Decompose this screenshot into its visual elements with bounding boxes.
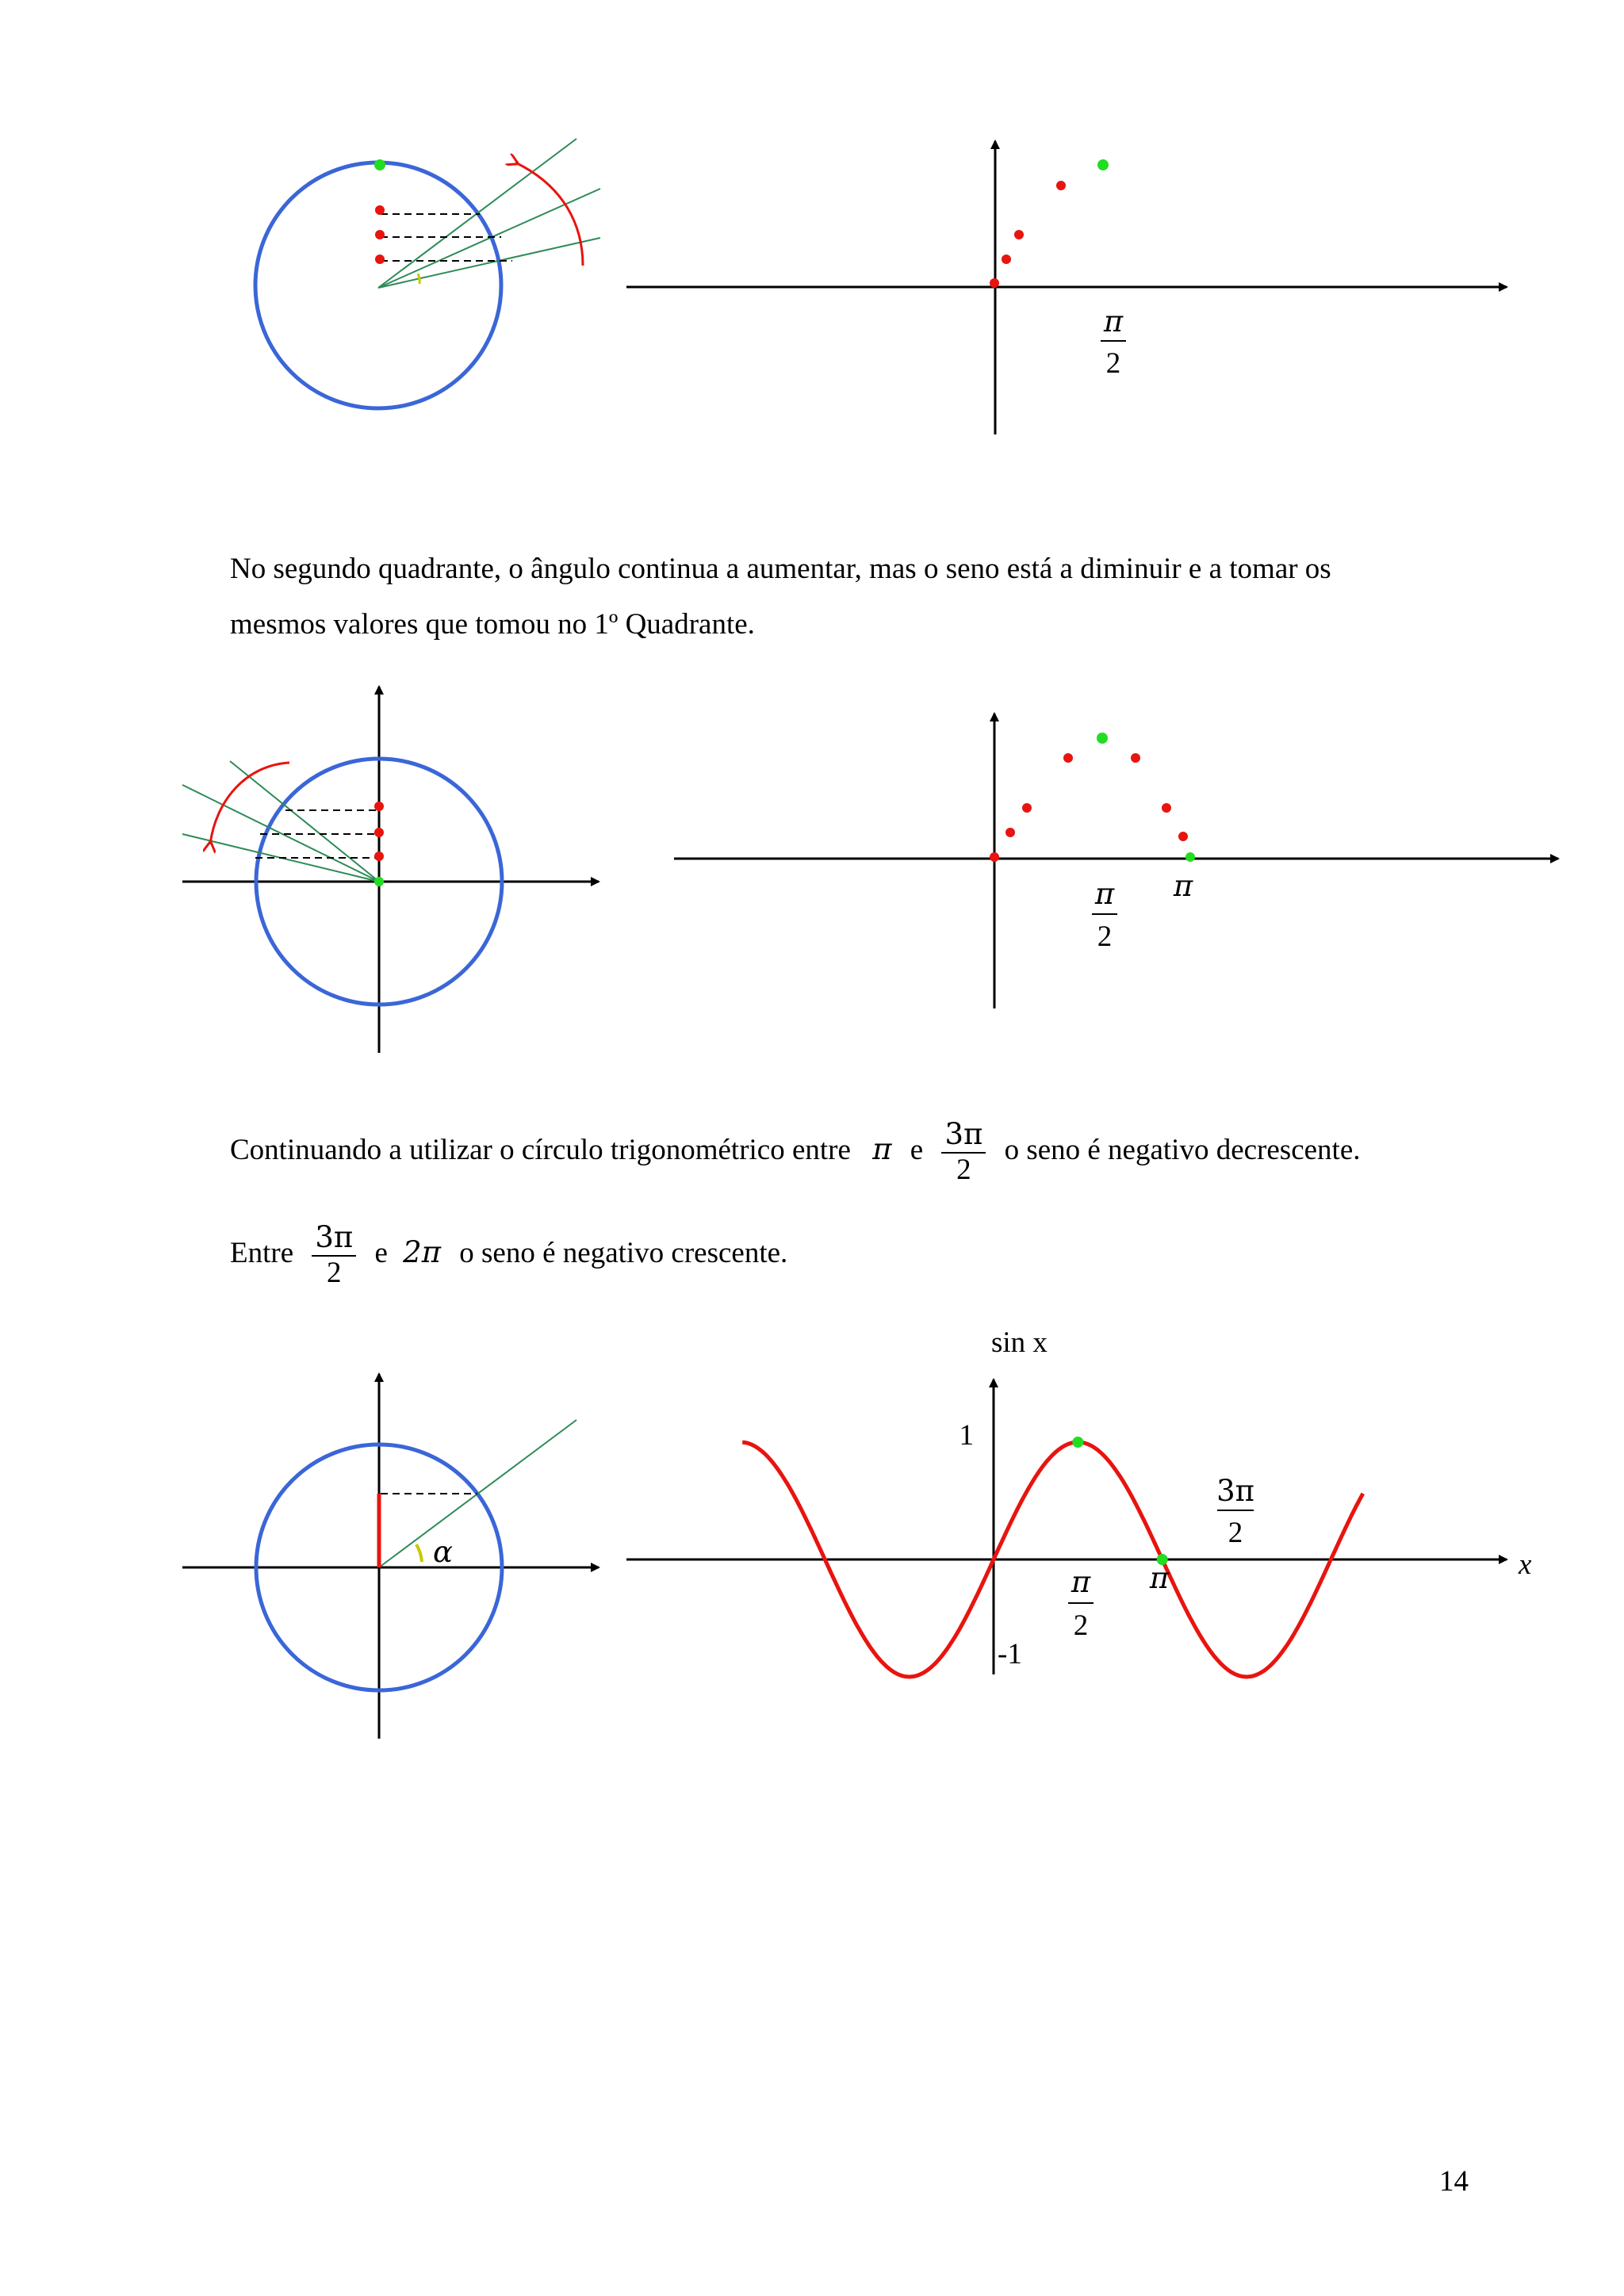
fraction-3pi-2-b: $\frac{3\pi}{2}$ xyxy=(312,1221,356,1290)
alpha-label: α xyxy=(433,1535,453,1569)
svg-text:π: π xyxy=(1094,877,1115,911)
page-number: 14 xyxy=(1439,2165,1469,2198)
xtick-3pi-half-num: 3π xyxy=(1216,1474,1254,1508)
xtick-pi-half-den: 2 xyxy=(1073,1609,1089,1642)
fraction-3pi-2: $\frac{3\pi}{2}$ xyxy=(941,1118,986,1187)
xtick-pi-half-num: π xyxy=(1071,1565,1091,1599)
xtick-3pi-half-den: 2 xyxy=(1228,1517,1243,1549)
ytick-minus1: -1 xyxy=(998,1638,1022,1670)
svg-text:2: 2 xyxy=(1097,920,1113,953)
xtick-pi: π xyxy=(1149,1561,1170,1595)
highlight-point-0 xyxy=(1072,1437,1083,1448)
ytick-1: 1 xyxy=(959,1419,974,1452)
paragraph-1-line-2: mesmos valores que tomou no 1º Quadrante. xyxy=(230,608,755,641)
xlabel-x: x xyxy=(1519,1548,1532,1581)
paragraph-1-line-1: No segundo quadrante, o ângulo continua a aumentar, mas o seno está a diminuir e a tomar os xyxy=(230,553,1331,585)
paragraph-2: Continuando a utilizar o círculo trigonométrico entre π e $\frac{3\pi}{2}$ o seno é negativo decrescente. xyxy=(230,1117,1361,1186)
label-pi: π xyxy=(1103,304,1124,339)
paragraph-3: Entre $\frac{3\pi}{2}$ e 2π o seno é negativo crescente. xyxy=(230,1220,788,1289)
svg-text:π: π xyxy=(1173,869,1193,903)
ylabel-sinx: sin x xyxy=(991,1326,1048,1359)
label-2: 2 xyxy=(1105,347,1121,380)
